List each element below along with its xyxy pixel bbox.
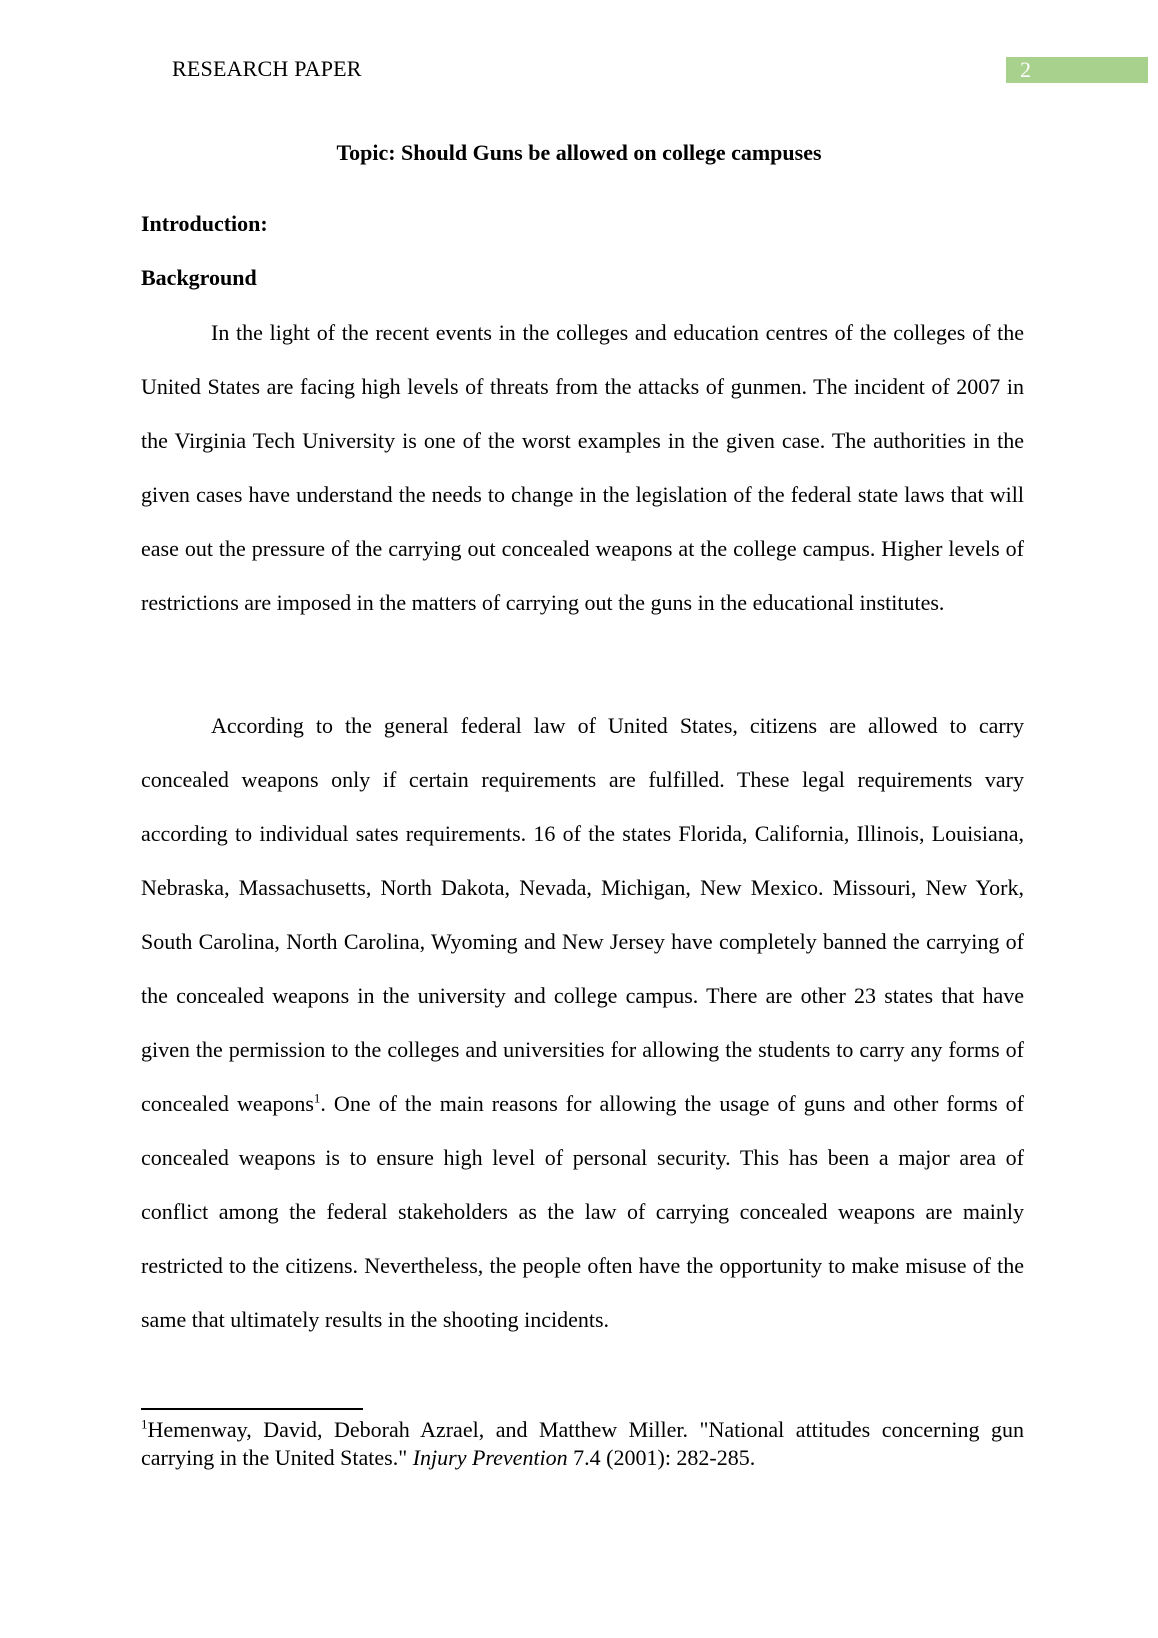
heading-background: Background <box>141 265 257 290</box>
paper-topic-title: Topic: Should Guns be allowed on college campuses <box>336 140 822 165</box>
footnote-text-a: Hemenway, David, Deborah Azrael, and Matthew Miller. "National attitudes concerning gun carrying in the United States." <box>141 1417 1024 1470</box>
running-head: RESEARCH PAPER <box>172 56 362 81</box>
footnote-journal: Injury Prevention <box>412 1445 568 1470</box>
footnote-mark: 1 <box>141 1416 148 1432</box>
page-number-badge <box>1006 57 1148 83</box>
page-number: 2 <box>1020 57 1031 82</box>
body-paragraph-1: In the light of the recent events in the colleges and education centres of the colleges of the United States are facing high levels of threats from the attacks of gunmen. The incident of 2007 in the Virginia Tech University is one of the worst examples in the given case. The authorities in the given cases have understand the needs to change in the legislation of the federal state laws that will ease out the pressure of the carrying out concealed weapons at the college campus. Higher levels of restrictions are imposed in the matters of carrying out the guns in the educational institutes. <box>141 320 1024 615</box>
footnote-reference[interactable]: 1 <box>313 1090 321 1106</box>
body-paragraph-2 <box>141 699 1024 1347</box>
footnote <box>141 1416 1024 1472</box>
footnote-separator <box>141 1408 363 1410</box>
footnote-text-b: 7.4 (2001): 282-285. <box>567 1445 756 1470</box>
paragraph-2-text-b: . One of the main reasons for allowing the usage of guns and other forms of concealed weapons is to ensure high level of personal security. This has been a major area of conflict among the federal stakeholders as the law of carrying concealed weapons are mainly restricted to the citizens. Nevertheless, the people often have the opportunity to make misuse of the same that ultimately results in the shooting incidents. <box>141 1091 1024 1332</box>
paragraph-2-text-a: According to the general federal law of United States, citizens are allowed to carry concealed weapons only if certain requirements are fulfilled. These legal requirements vary according to individual sates requirements. 16 of the states Florida, California, Illinois, Louisiana, Nebraska, Massachusetts, North Dakota, Nevada, Michigan, New Mexico. Missouri, New York, South Carolina, North Carolina, Wyoming and New Jersey have completely banned the carrying of the concealed weapons in the university and college campus. There are other 23 states that have given the permission to the colleges and universities for allowing the students to carry any forms of concealed weapons <box>141 713 1024 1116</box>
heading-introduction: Introduction: <box>141 211 268 236</box>
